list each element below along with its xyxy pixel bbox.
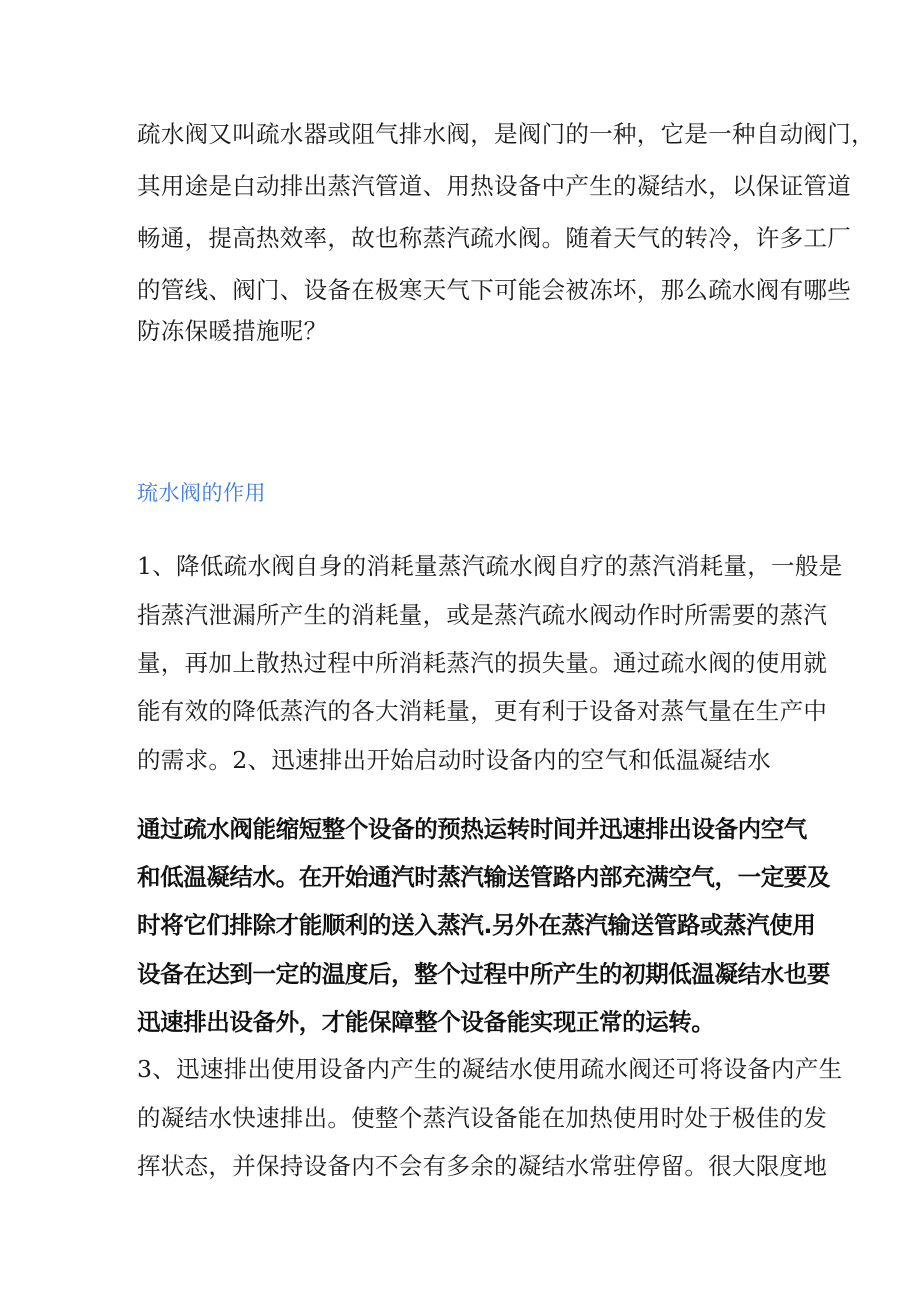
- text-line: 通过疏水阀能缩短整个设备的预热运转时间并迅速排出设备内空气: [137, 815, 807, 843]
- text-line: 迅速排出设备外，才能保障整个设备能实现正常的运转。: [137, 1008, 715, 1036]
- text-line: 能有效的降低蒸汽的各大消耗量，更有利于设备对蒸气量在生产中: [137, 697, 828, 725]
- text-line: 和低温凝结水。在开始通汽时蒸汽输送管路内部充满空气，一定要及: [137, 863, 830, 891]
- section-heading: 琉水阀的作用: [137, 481, 266, 505]
- text-line: 量，再加上散热过程中所消耗蒸汽的损失量。通过疏水阀的使用就: [137, 649, 828, 677]
- text-line: 防冻保暖措施呢？: [137, 317, 328, 345]
- text-line: 其用途是白动排出蒸汽管道、用热设备中产生的凝结水，以保证管道: [137, 172, 851, 200]
- text-line: 的需求。2、迅速排出开始启动时设备内的空气和低温凝结水: [137, 746, 772, 774]
- text-line: 的管线、阀门、设备在极寒天气下可能会被冻坏，那么疏水阀有哪些: [137, 276, 851, 304]
- text-line: 挥状态，并保持设备内不会有多余的凝结水常驻停留。很大限度地: [137, 1152, 828, 1180]
- text-line: 时将它们排除才能顺利的送入蒸汽.另外在蒸汽输送管路或蒸汽使用: [137, 911, 816, 939]
- text-line: 指蒸汽泄漏所产生的消耗量，或是蒸汽疏水阀动作时所需要的蒸汽: [137, 601, 828, 629]
- text-line: 疏水阀又叫疏水器或阻气排水阀，是阀门的一种，它是一种自动阀门，: [137, 120, 875, 148]
- text-line: 的凝结水快速排出。使整个蒸汽设备能在加热使用时处于极佳的发: [137, 1104, 828, 1132]
- text-line: 3、迅速排出使用设备内产生的凝结水使用疏水阀还可将设备内产生: [137, 1055, 843, 1083]
- text-line: 设备在达到一定的温度后，整个过程中所产生的初期低温凝结水也要: [137, 960, 830, 988]
- text-line: 畅通，提高热效率，故也称蒸汽疏水阀。随着天气的转冷，许多工厂: [137, 224, 851, 252]
- text-line: 1、降低疏水阀自身的消耗量蒸汽疏水阀自疗的蒸汽消耗量，一般是: [137, 552, 843, 580]
